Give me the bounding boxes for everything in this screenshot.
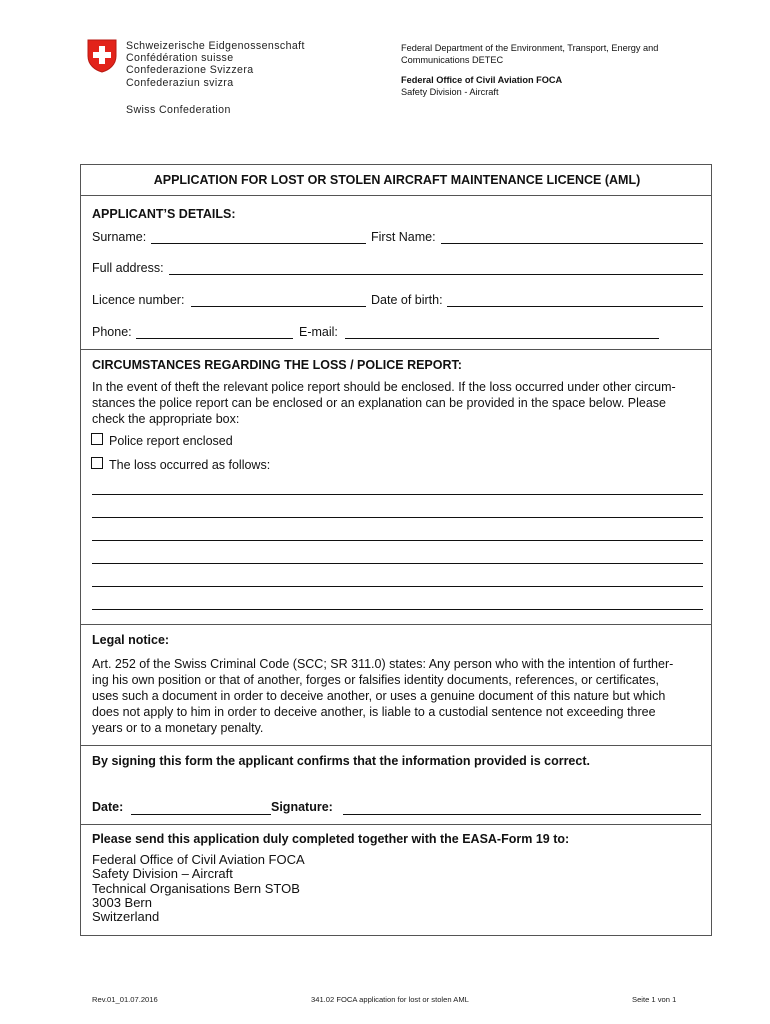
confederation-rm: Confederaziun svizra — [126, 76, 234, 89]
application-form — [80, 164, 712, 936]
surname-label: Surname: — [92, 230, 147, 244]
confirmation-text: By signing this form the applicant confirms that the information provided is correct. — [92, 754, 590, 768]
first-name-label: First Name: — [371, 230, 436, 244]
explanation-line[interactable] — [92, 609, 703, 610]
signature-label: Signature: — [271, 800, 333, 814]
divider — [81, 745, 711, 746]
explanation-line[interactable] — [92, 540, 703, 541]
legal-line: ing his own position or that of another, forges or falsifies identity documents, references, or certificates, — [92, 673, 659, 687]
licence-number-label: Licence number: — [92, 293, 185, 307]
first-name-field[interactable] — [441, 243, 703, 244]
confederation-de: Schweizerische Eidgenossenschaft — [126, 40, 305, 52]
phone-label: Phone: — [92, 325, 132, 339]
surname-field[interactable] — [151, 243, 366, 244]
page-number: Seite 1 von 1 — [632, 995, 677, 1004]
confederation-en: Swiss Confederation — [126, 104, 231, 116]
send-heading: Please send this application duly completed together with the EASA-Form 19 to: — [92, 832, 570, 846]
mailing-address — [92, 853, 305, 924]
applicant-heading: APPLICANT’S DETAILS: — [92, 207, 236, 221]
confederation-fr: Confédération suisse — [126, 52, 234, 65]
divider — [81, 349, 711, 350]
date-field[interactable] — [131, 814, 271, 815]
explanation-line[interactable] — [92, 563, 703, 564]
explanation-line[interactable] — [92, 586, 703, 587]
licence-number-field[interactable] — [191, 306, 366, 307]
explanation-line[interactable] — [92, 517, 703, 518]
loss-description-checkbox[interactable] — [91, 457, 103, 469]
address-line: 3003 Bern — [92, 894, 152, 910]
date-of-birth-field[interactable] — [447, 306, 703, 307]
police-report-checkbox[interactable] — [91, 433, 103, 445]
document-id: 341.02 FOCA application for lost or stolen AML — [311, 995, 469, 1004]
explanation-line[interactable] — [92, 494, 703, 495]
circumstances-line: stances the police report can be enclosed or an explanation can be provided in the space below. Please — [92, 396, 666, 410]
address-line: Switzerland — [92, 909, 160, 925]
legal-text — [92, 656, 673, 736]
police-report-label: Police report enclosed — [109, 434, 233, 448]
circumstances-line: In the event of theft the relevant police report should be enclosed. If the loss occurred under other circum- — [92, 380, 676, 394]
swiss-cross-icon — [87, 39, 117, 73]
legal-line: does not apply to him in order to deceive another, is liable to a custodial sentence not exceeding three — [92, 705, 656, 719]
office-name: Federal Office of Civil Aviation FOCA — [401, 75, 563, 85]
circumstances-text — [92, 379, 676, 427]
revision-label: Rev.01_01.07.2016 — [92, 995, 158, 1004]
legal-heading: Legal notice: — [92, 633, 170, 647]
department-block — [401, 42, 701, 98]
address-line: Federal Office of Civil Aviation FOCA — [92, 852, 305, 867]
confederation-it: Confederazione Svizzera — [126, 64, 254, 77]
circumstances-line: check the appropriate box: — [92, 412, 240, 426]
date-label: Date: — [92, 800, 124, 814]
circumstances-heading: CIRCUMSTANCES REGARDING THE LOSS / POLICE REPORT: — [92, 358, 462, 372]
divider — [81, 195, 711, 196]
divider — [81, 624, 711, 625]
address-line: Technical Organisations Bern STOB — [92, 880, 300, 896]
legal-line: uses such a document in order to deceive another, or uses a genuine document of this nature but which — [92, 689, 666, 703]
email-field[interactable] — [345, 338, 659, 339]
divider — [81, 824, 711, 825]
email-label: E-mail: — [299, 325, 338, 339]
department-line2: Communications DETEC — [401, 55, 504, 65]
form-title: APPLICATION FOR LOST OR STOLEN AIRCRAFT MAINTENANCE LICENCE (AML) — [153, 173, 641, 187]
address-line: Safety Division – Aircraft — [92, 866, 233, 882]
signature-field[interactable] — [343, 814, 701, 815]
confederation-names — [126, 40, 305, 89]
legal-line: years or to a monetary penalty. — [92, 721, 264, 735]
division-name: Safety Division - Aircraft — [401, 87, 499, 97]
department-line1: Federal Department of the Environment, Transport, Energy and — [401, 43, 659, 53]
full-address-label: Full address: — [92, 261, 164, 275]
full-address-field[interactable] — [169, 274, 703, 275]
loss-description-label: The loss occurred as follows: — [109, 458, 271, 472]
date-of-birth-label: Date of birth: — [371, 293, 443, 307]
legal-line: Art. 252 of the Swiss Criminal Code (SCC; SR 311.0) states: Any person who with the intention of further- — [92, 657, 674, 671]
phone-field[interactable] — [136, 338, 293, 339]
